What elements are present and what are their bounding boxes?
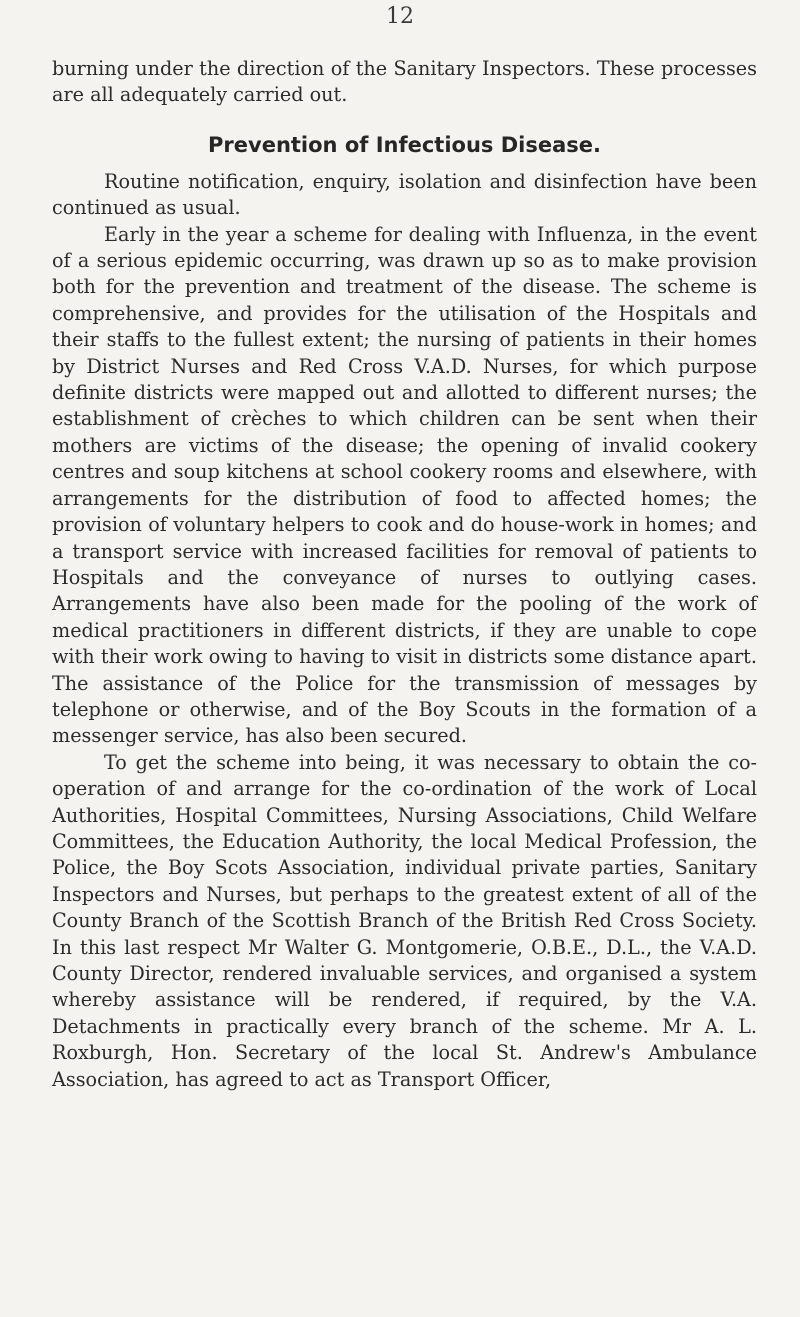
paragraph-routine: Routine notification, enquiry, isolation and disinfection have been continued as usual. <box>52 169 757 220</box>
paragraph-intro: burning under the direction of the Sanitary Inspectors. These processes are all adequately carried out. <box>52 57 757 107</box>
paragraph-scheme: Early in the year a scheme for dealing with Influenza, in the event of a serious epidemic occurring, was drawn up so as to make provision both for the prevention and treatment of the disease. The scheme is comprehensive, and provides for the utilisation of the Hospitals and their staffs to the fullest extent; the nursing of patients in their homes by District Nurses and Red Cross V.A.D. Nurses, for which purpose definite districts were mapped out and allotted to different nurses; the establishment of crèches to which children can be sent when their mothers are victims of the disease; the opening of invalid cookery centres and soup kitchens at school cookery rooms and elsewhere, with arrangements for the distribution of food to affected homes; the provision of voluntary helpers to cook and do house-work in homes; and a transport service with increased facilities for removal of patients to Hospitals and the conveyance of nurses to outlying cases. Arrangements have also been made for the pooling of the work of medical practitioners in different districts, if they are unable to cope with their work owing to having to visit in districts some distance apart. The assistance of the Police for the transmission of messages by telephone or otherwise, and of the Boy Scouts in the formation of a messenger service, has also been secured. <box>52 222 757 748</box>
section-heading: Prevention of Infectious Disease. <box>208 132 601 157</box>
page-number: 12 <box>386 4 414 29</box>
document-body <box>52 56 757 1093</box>
paragraph-cooperation: To get the scheme into being, it was necessary to obtain the co-operation of and arrange for the co-ordination of the work of Local Authorities, Hospital Committees, Nursing Associations, Child Welfare Committees, the Education Authority, the local Medical Profession, the Police, the Boy Scots Association, individual private parties, Sanitary Inspectors and Nurses, but perhaps to the greatest extent of all of the County Branch of the Scottish Branch of the British Red Cross Society. In this last respect Mr Walter G. Montgomerie, O.B.E., D.L., the V.A.D. County Director, rendered invaluable services, and organised a system whereby assistance will be rendered, if required, by the V.A. Detachments in practically every branch of the scheme. Mr A. L. Roxburgh, Hon. Secretary of the local St. Andrew's Ambulance Association, has agreed to act as Transport Officer, <box>52 750 757 1091</box>
